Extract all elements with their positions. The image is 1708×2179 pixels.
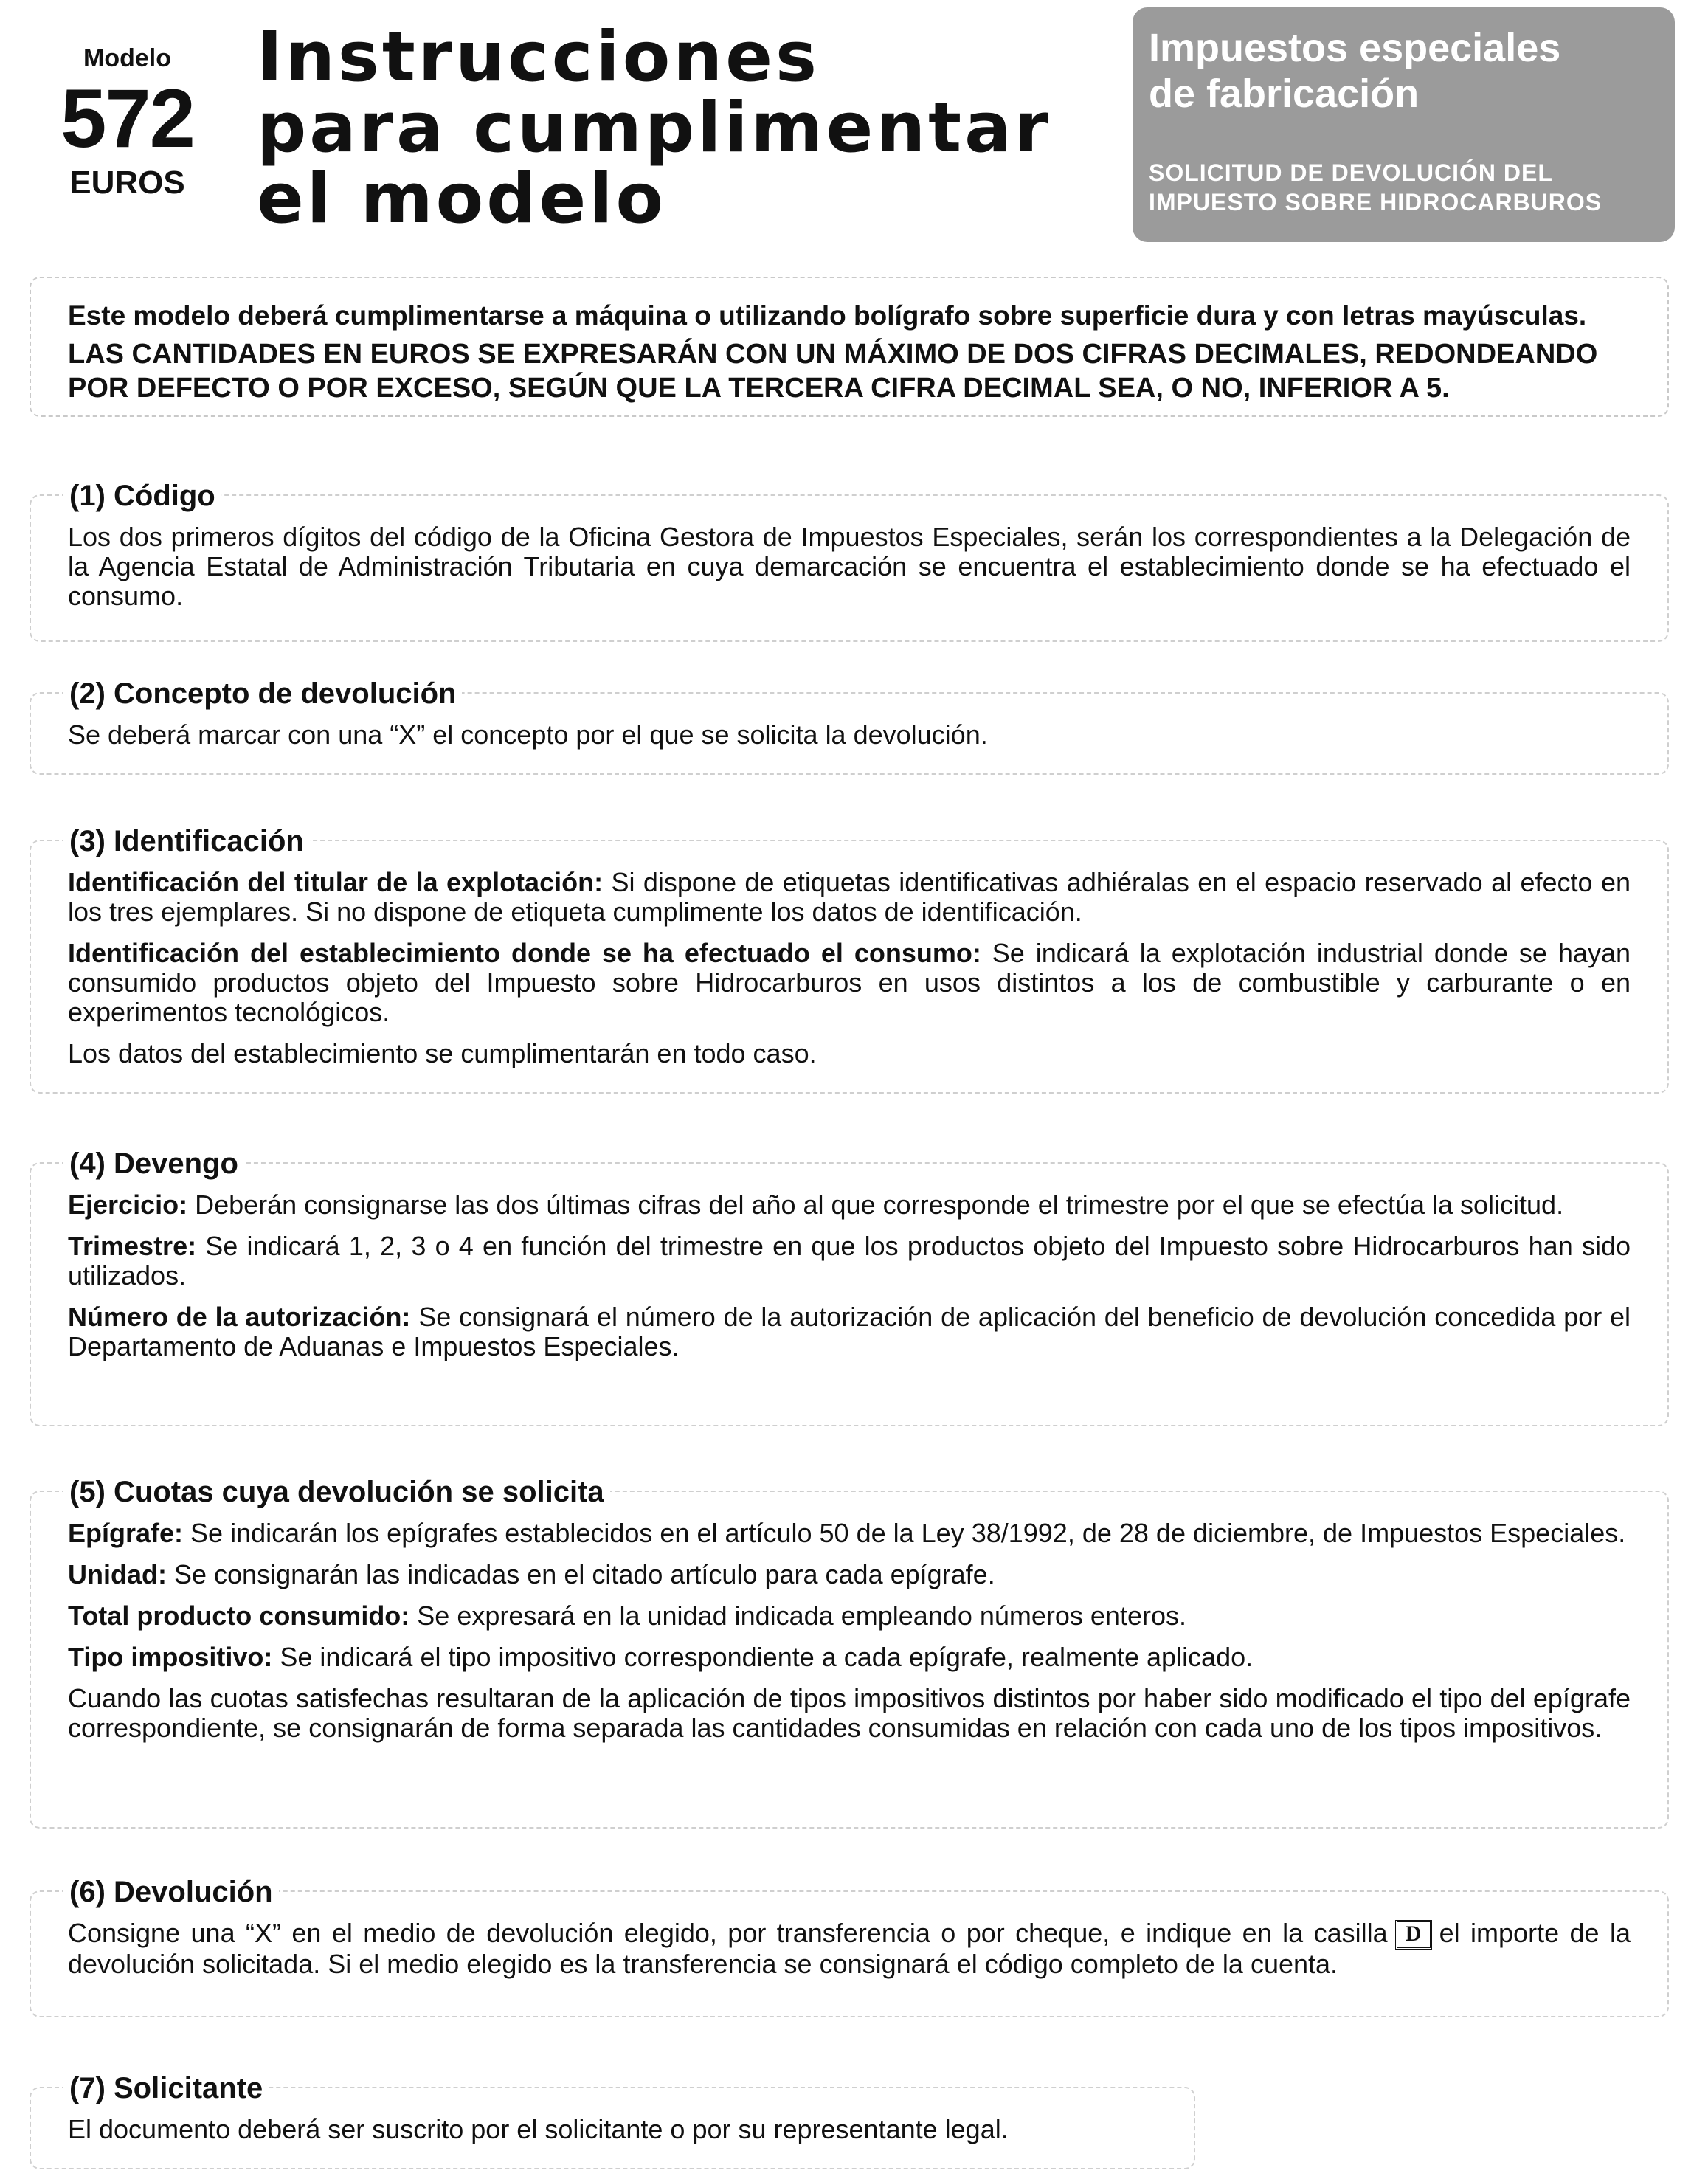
section-paragraph <box>68 868 1631 927</box>
field-label: Unidad: <box>68 1559 167 1589</box>
field-text: Consigne una “X” en el medio de devolución elegido, por transferencia o por cheque, e indique en la casilla <box>68 1918 1388 1948</box>
section-paragraph <box>68 1919 1631 1979</box>
field-text: Se indicará 1, 2, 3 o 4 en función del trimestre en que los productos objeto del Impuesto sobre Hidrocarburos han sido utilizados. <box>68 1231 1631 1291</box>
field-text: Si dispone de etiquetas identificativas adhiéralas en el espacio reservado al efecto en los tres ejemplares. Si no dispone de etiqueta cumplimente los datos de identificación. <box>68 867 1631 927</box>
section-identificacion <box>30 825 1669 1094</box>
notice-line-1: Este modelo deberá cumplimentarse a máquina o utilizando bolígrafo sobre superficie dura y con letras mayúsculas. <box>68 300 1587 331</box>
section-title: (5) Cuotas cuya devolución se solicita <box>63 1474 610 1510</box>
tax-category-subtitle <box>1149 158 1659 217</box>
field-label: Trimestre: <box>68 1231 197 1261</box>
field-text: Se indicará la explotación industrial donde se hayan consumido productos objeto del Impuesto sobre Hidrocarburos en usos distintos a los de combustible y carburante o en experimentos tecnológicos. <box>68 938 1631 1027</box>
section-paragraph <box>68 1601 1631 1631</box>
title-line-1: Instrucciones <box>257 17 820 97</box>
page-title <box>257 17 1051 239</box>
section-paragraph <box>68 1519 1631 1548</box>
field-text: Se consignarán las indicadas en el citado artículo para cada epígrafe. <box>166 1559 995 1589</box>
section-paragraph <box>68 1560 1631 1589</box>
section-title: (2) Concepto de devolución <box>63 676 462 711</box>
section-paragraph: Se deberá marcar con una “X” el concepto por el que se solicita la devolución. <box>68 719 988 750</box>
modelo-currency: EUROS <box>69 165 185 201</box>
section-cuotas <box>30 1476 1669 1829</box>
section-title: (4) Devengo <box>63 1146 244 1181</box>
modelo-number: 572 <box>60 72 194 165</box>
box-d-icon: D <box>1395 1920 1432 1950</box>
field-text: Se consignará el número de la autorización de aplicación del beneficio de devolución concedida por el Departamento de Aduanas e Impuestos Especiales. <box>68 1302 1631 1361</box>
section-concepto <box>30 677 1669 775</box>
field-text: el importe de la devolución solicitada. Si el medio elegido es la transferencia se consignará el código completo de la cuenta. <box>68 1918 1631 1980</box>
section-paragraph <box>68 939 1631 1027</box>
tax-category-title-2: de fabricación <box>1149 72 1420 116</box>
section-title: (6) Devolución <box>63 1874 279 1910</box>
page-header <box>0 0 1708 244</box>
field-label: Tipo impositivo: <box>68 1642 273 1672</box>
section-codigo <box>30 480 1669 642</box>
section-paragraph <box>68 1302 1631 1361</box>
field-text: Se expresará en la unidad indicada empleando números enteros. <box>409 1600 1186 1631</box>
field-label: Epígrafe: <box>68 1518 184 1548</box>
tax-category-title-1: Impuestos especiales <box>1149 26 1561 70</box>
modelo-label: Modelo <box>83 44 171 72</box>
section-title: (1) Código <box>63 478 221 514</box>
field-label: Identificación del titular de la explotación: <box>68 867 604 897</box>
section-solicitante <box>30 2072 1195 2169</box>
section-devengo <box>30 1147 1669 1426</box>
section-paragraph: Los dos primeros dígitos del código de la Oficina Gestora de Impuestos Especiales, serán los correspondientes a la Delegación de la Agencia Estatal de Administración Tributaria en cuya demarcación se encuentra el establecimiento donde se ha efectuado el consumo. <box>68 522 1631 611</box>
tax-category-subtitle-2: IMPUESTO SOBRE HIDROCARBUROS <box>1149 189 1602 215</box>
section-paragraph <box>68 1643 1631 1672</box>
title-line-3: el modelo <box>257 159 667 239</box>
field-label: Identificación del establecimiento donde se ha efectuado el consumo: <box>68 938 981 968</box>
tax-category-subtitle-1: SOLICITUD DE DEVOLUCIÓN DEL <box>1149 159 1553 186</box>
section-paragraph: El documento deberá ser suscrito por el solicitante o por su representante legal. <box>68 2114 1009 2144</box>
section-title: (7) Solicitante <box>63 2071 269 2106</box>
section-paragraph <box>68 1190 1631 1220</box>
field-label: Ejercicio: <box>68 1189 188 1220</box>
notice-box <box>30 277 1669 417</box>
modelo-block <box>44 30 210 229</box>
section-paragraph: Los datos del establecimiento se cumplimentarán en todo caso. <box>68 1038 817 1068</box>
section-devolucion <box>30 1876 1669 2017</box>
title-line-2: para cumplimentar <box>257 88 1051 168</box>
section-title: (3) Identificación <box>63 823 310 859</box>
field-text: Se indicarán los epígrafes establecidos en el artículo 50 de la Ley 38/1992, de 28 de diciembre, de Impuestos Especiales. <box>183 1518 1626 1548</box>
field-label: Número de la autorización: <box>68 1302 411 1332</box>
section-paragraph <box>68 1232 1631 1291</box>
field-text: Deberán consignarse las dos últimas cifras del año al que corresponde el trimestre por el que se efectúa la solicitud. <box>187 1189 1564 1220</box>
field-label: Total producto consumido: <box>68 1600 410 1631</box>
notice-line-2: LAS CANTIDADES EN EUROS SE EXPRESARÁN CON UN MÁXIMO DE DOS CIFRAS DECIMALES, REDONDEANDO POR DEFECTO O POR EXCESO, SEGÚN QUE LA TERCERA CIFRA DECIMAL SEA, O NO, INFERIOR A 5. <box>68 339 1598 404</box>
section-paragraph: Cuando las cuotas satisfechas resultaran de la aplicación de tipos impositivos distintos por haber sido modificado el tipo del epígrafe correspondiente, se consignarán de forma separada las cantidades consumidas en relación con cada uno de los tipos impositivos. <box>68 1683 1631 1743</box>
field-text: Se indicará el tipo impositivo correspondiente a cada epígrafe, realmente aplicado. <box>272 1642 1254 1672</box>
tax-category-box <box>1133 7 1675 242</box>
